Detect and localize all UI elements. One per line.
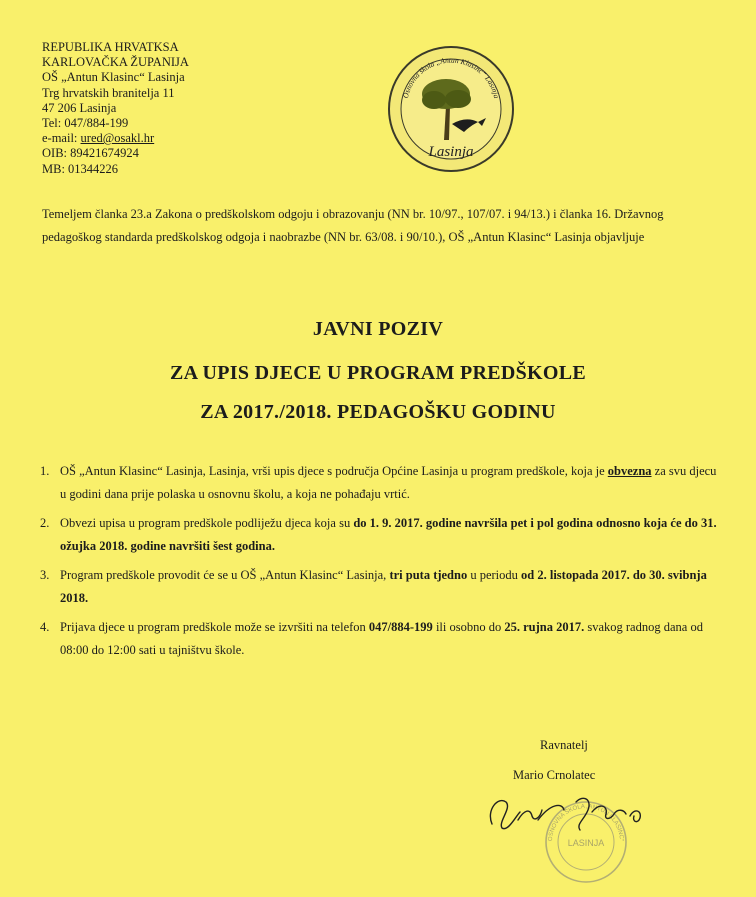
item-emphasis: tri puta tjedno [389, 568, 468, 582]
school-header [42, 40, 189, 177]
item-number: 4. [40, 620, 50, 634]
signature-and-stamp [480, 780, 670, 890]
list-item [40, 564, 720, 610]
item-emphasis: do 1. 9. 2017. godine navršila pet i pol godina odnosno koja će do 31. ožujka 2018. godine navršiti šest godina. [60, 516, 717, 553]
header-line-county: KARLOVAČKA ŽUPANIJA [42, 55, 189, 70]
header-line-phone: Tel: 047/884-199 [42, 116, 129, 131]
header-line-country: REPUBLIKA HRVATKSA [42, 40, 179, 54]
header-line-school: OŠ „Antun Klasinc“ Lasinja [42, 70, 185, 85]
item-text: za svu djecu u godini dana prije polaska u osnovnu školu, a koja ne pohađaju vrtić. [60, 464, 717, 501]
title-line-1: JAVNI POZIV [312, 318, 444, 340]
title-line-2: ZA UPIS DJECE U PROGRAM PREDŠKOLE [169, 362, 587, 384]
signature-title: Ravnatelj [540, 738, 588, 752]
svg-text:OSNOVNA ŠKOLA „ANTUN KLASINC“ [548, 804, 624, 841]
email-link[interactable]: ured@osakl.hr [80, 131, 155, 146]
stamp-ring-text: OSNOVNA ŠKOLA „ANTUN KLASINC“ [547, 803, 624, 842]
item-text: Prijava djece u program predškole može se izvršiti na telefon [60, 620, 369, 634]
list-item [40, 616, 720, 662]
list-item [40, 512, 720, 558]
item-text: Program predškole provodit će se u OŠ „Antun Klasinc“ Lasinja, [60, 568, 390, 582]
header-line-email [42, 131, 189, 146]
title-line-3: ZA 2017./2018. PEDAGOŠKU GODINU [200, 401, 556, 423]
item-emphasis: obvezna [607, 464, 652, 478]
item-text: ili osobno do [432, 620, 505, 634]
logo-script-text: Lasinja [428, 144, 474, 160]
item-number: 3. [40, 568, 50, 582]
signature-name: Mario Crnolatec [513, 768, 596, 782]
header-line-oib: OIB: 89421674924 [42, 146, 139, 161]
item-text: OŠ „Antun Klasinc“ Lasinja, Lasinja, vrši upis djece s područja Općine Lasinja u program predškole, koja je [60, 464, 608, 478]
item-emphasis: 047/884-199 [368, 620, 433, 634]
header-line-postal: 47 206 Lasinja [42, 100, 117, 115]
header-line-address: Trg hrvatskih branitelja 11 [42, 85, 175, 100]
item-emphasis: od 2. listopada 2017. do 30. svibnja 2018. [60, 568, 707, 605]
item-number: 1. [40, 464, 50, 478]
item-number: 2. [40, 516, 50, 530]
numbered-list [40, 460, 720, 668]
stamp-center-text: LASINJA [567, 838, 605, 848]
intro-paragraph: Temeljem članka 23.a Zakona o predškolskom odgoju i obrazovanju (NN br. 10/97., 107/07. i 94/13.) i članka 16. Državnog pedagoškog standarda predškolskog odgoja i naobrazbe (NN br. 63/08. i 90/10.), OŠ „Antun Klasinc“ Lasinja objavljuje [42, 207, 664, 244]
school-logo [386, 44, 516, 174]
email-label: e-mail: [42, 131, 81, 146]
item-emphasis: 25. rujna 2017. [504, 620, 585, 634]
item-text: u periodu [467, 568, 522, 582]
list-item [40, 460, 720, 506]
item-text: Obvezi upisa u program predškole podliježu djeca koja su [60, 516, 354, 530]
item-text: svakog radnog dana od 08:00 do 12:00 sati u tajništvu škole. [60, 620, 703, 657]
logo-ring-text: Osnovna škola „Antun Klasinc“ Lasinja [400, 55, 502, 100]
header-line-mb: MB: 01344226 [42, 161, 119, 176]
